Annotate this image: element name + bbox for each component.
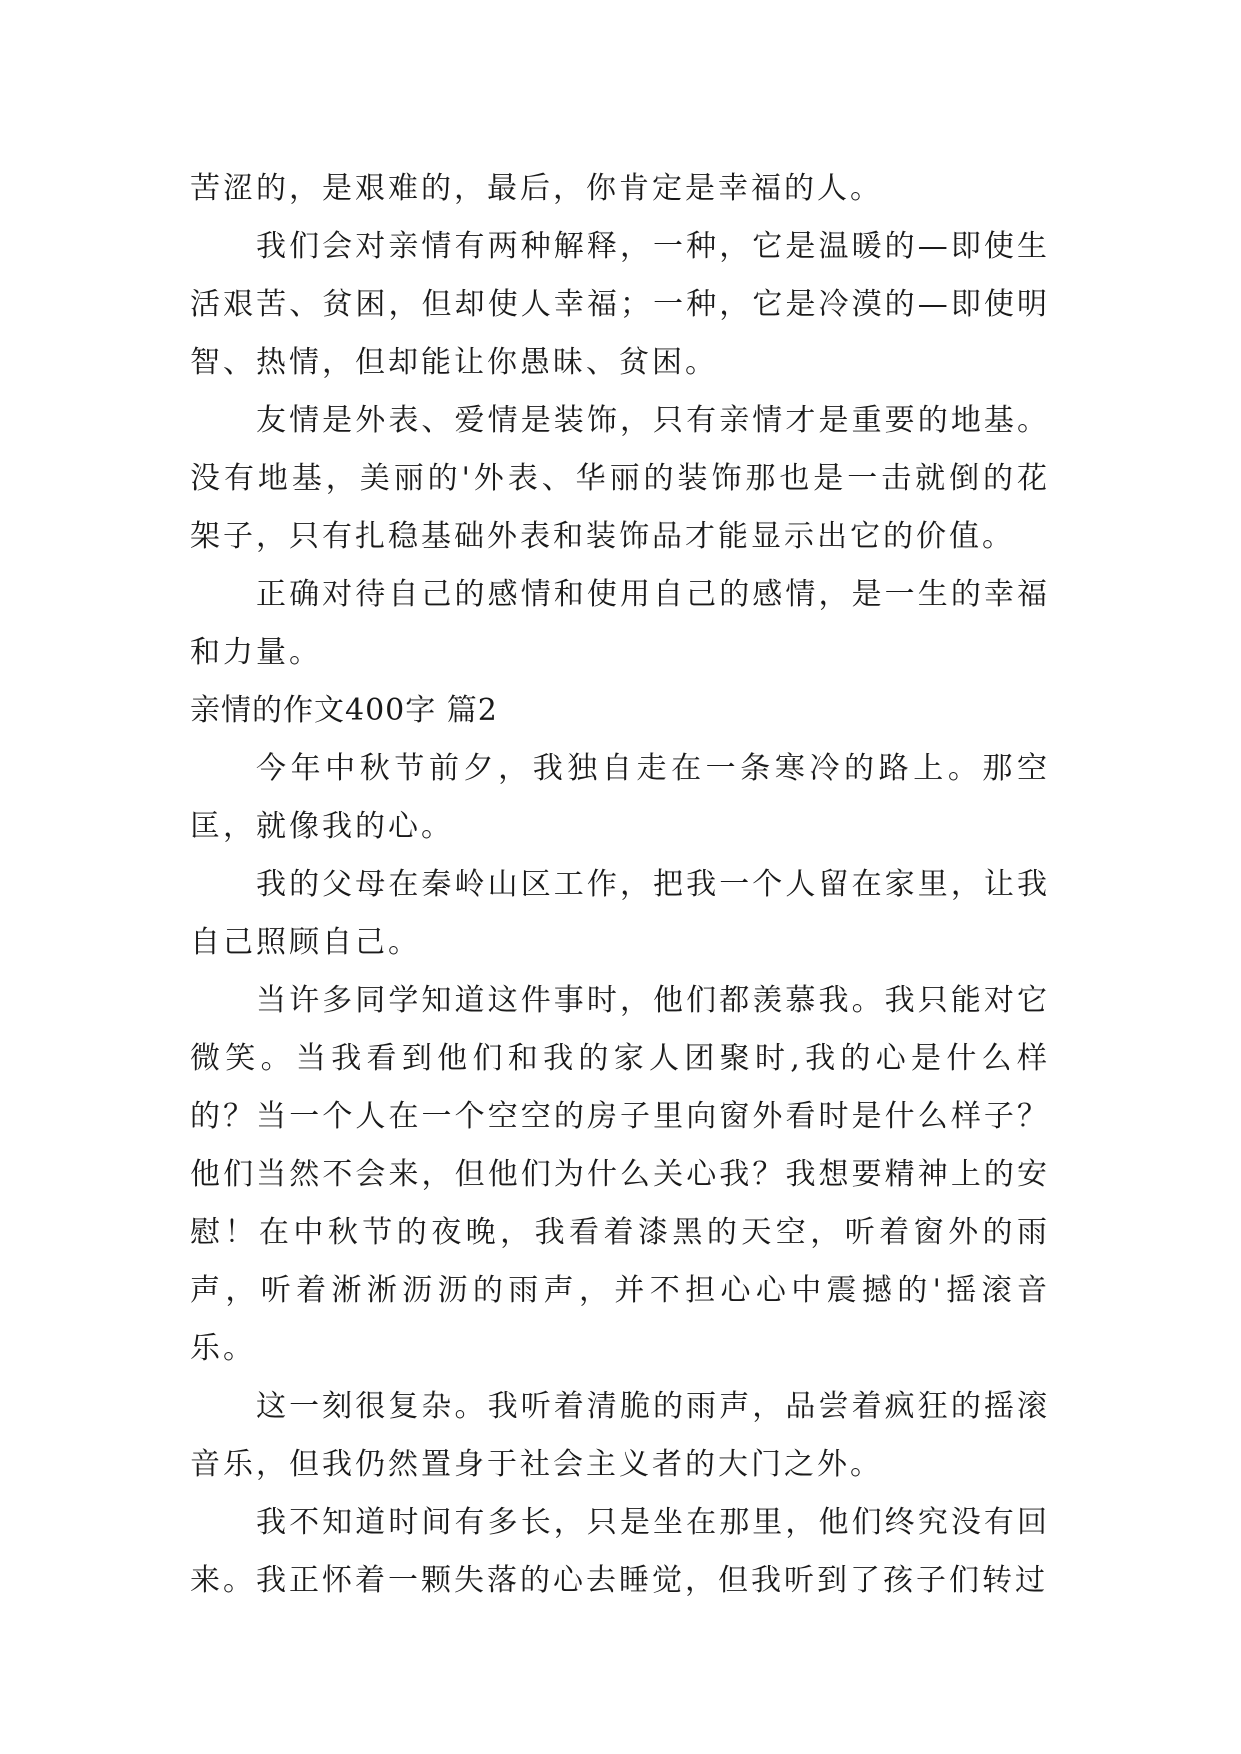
- continuation-paragraph: 苦涩的，是艰难的，最后，你肯定是幸福的人。: [190, 171, 883, 206]
- body-paragraph: 友情是外表、爱情是装饰，只有亲情才是重要的地基。没有地基，美丽的'外表、华丽的装饰那也是一击就倒的花架子，只有扎稳基础外表和装饰品才能显示出它的价值。: [190, 403, 1050, 554]
- body-paragraph: 当许多同学知道这件事时，他们都羡慕我。我只能对它微笑。当我看到他们和我的家人团聚时,我的心是什么样的？当一个人在一个空空的房子里向窗外看时是什么样子？他们当然不会来，但他们为什么关心我？我想要精神上的安慰！在中秋节的夜晚，我看着漆黑的天空，听着窗外的雨声，听着淅淅沥沥的雨声，并不担心心中震撼的'摇滚音乐。: [190, 983, 1050, 1366]
- body-paragraph: 我的父母在秦岭山区工作，把我一个人留在家里，让我自己照顾自己。: [190, 867, 1050, 960]
- section-heading: 亲情的作文400字 篇2: [190, 693, 498, 728]
- body-paragraph: 正确对待自己的感情和使用自己的感情，是一生的幸福和力量。: [190, 577, 1050, 670]
- body-paragraph: 我们会对亲情有两种解释，一种，它是温暖的—即使生活艰苦、贫困，但却使人幸福；一种，它是冷漠的—即使明智、热情，但却能让你愚昧、贫困。: [190, 229, 1050, 380]
- body-paragraph: 今年中秋节前夕，我独自走在一条寒冷的路上。那空匡，就像我的心。: [190, 751, 1050, 844]
- document-page: [190, 160, 1050, 1610]
- body-paragraph: 这一刻很复杂。我听着清脆的雨声，品尝着疯狂的摇滚音乐，但我仍然置身于社会主义者的大门之外。: [190, 1389, 1050, 1482]
- body-paragraph: 我不知道时间有多长，只是坐在那里，他们终究没有回来。我正怀着一颗失落的心去睡觉，但我听到了孩子们转过: [190, 1505, 1050, 1598]
